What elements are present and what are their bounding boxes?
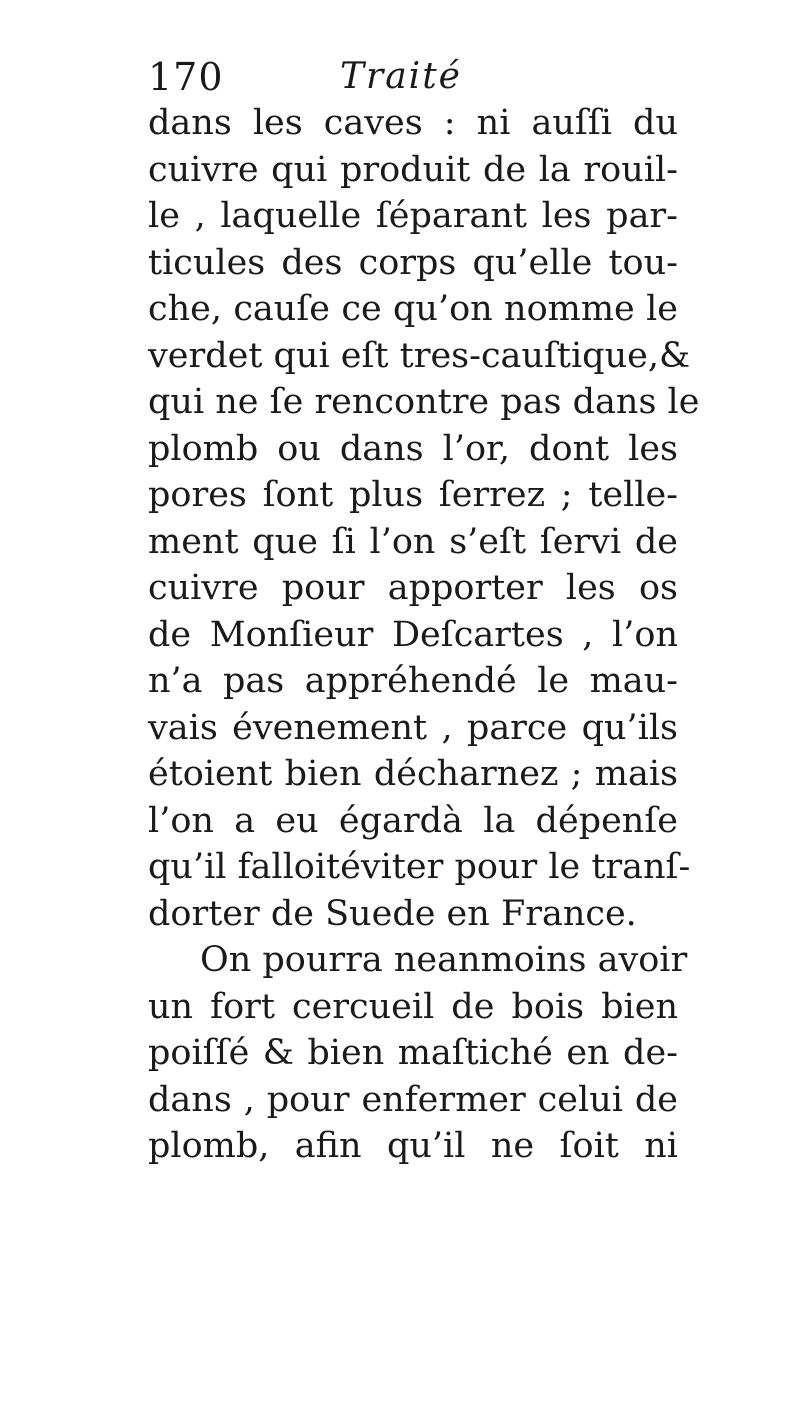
text-line: dorter de Suede en France. [148,893,637,934]
text-line: n’a pas appréhendé le mau- [148,661,678,701]
text-line: pores ſont plus ſerrez ; telle- [148,475,678,515]
page-header [148,52,678,102]
text-line: On pourra neanmoins avoir [200,940,688,980]
text-line: che, cauſe ce qu’on nomme le [148,289,678,329]
text-line: un fort cercueil de bois bien [148,986,678,1027]
text-line: de Monſieur Deſcartes , l’on [148,614,678,655]
text-line: étoient bien décharnez ; mais [148,754,678,794]
running-title: Traité [340,56,462,97]
text-line: cuivre qui produit de la rouil- [148,149,678,190]
text-line: dans , pour enfermer celui de [148,1079,678,1120]
text-line: vais évenement , parce qu’ils [148,707,678,748]
text-body [148,100,700,1170]
text-line: plomb ou dans l’or, dont les [148,428,678,469]
text-line: qu’il falloitéviter pour le tranſ- [148,847,691,887]
text-line: dans les caves : ni auſſi du [148,103,678,143]
text-line: cuivre pour apporter les os [148,568,678,608]
text-line: poiſſé & bien maſtiché en de- [148,1033,678,1073]
page-number: 170 [148,55,224,99]
text-line: qui ne ſe rencontre pas dans le [148,382,700,422]
text-line: le , laquelle ſéparant les par- [148,196,678,236]
text-line: ment que ſi l’on s’eſt ſervi de [148,521,678,562]
text-line: plomb, afin qu’il ne ſoit ni [148,1126,678,1166]
text-line: l’on a eu égardà la dépenſe [148,800,678,841]
text-line: ticules des corps qu’elle tou- [148,242,678,283]
paragraph-1 [148,100,700,937]
text-line: verdet qui eſt tres-cauſtique,& [148,335,691,376]
paragraph-2 [148,937,688,1170]
